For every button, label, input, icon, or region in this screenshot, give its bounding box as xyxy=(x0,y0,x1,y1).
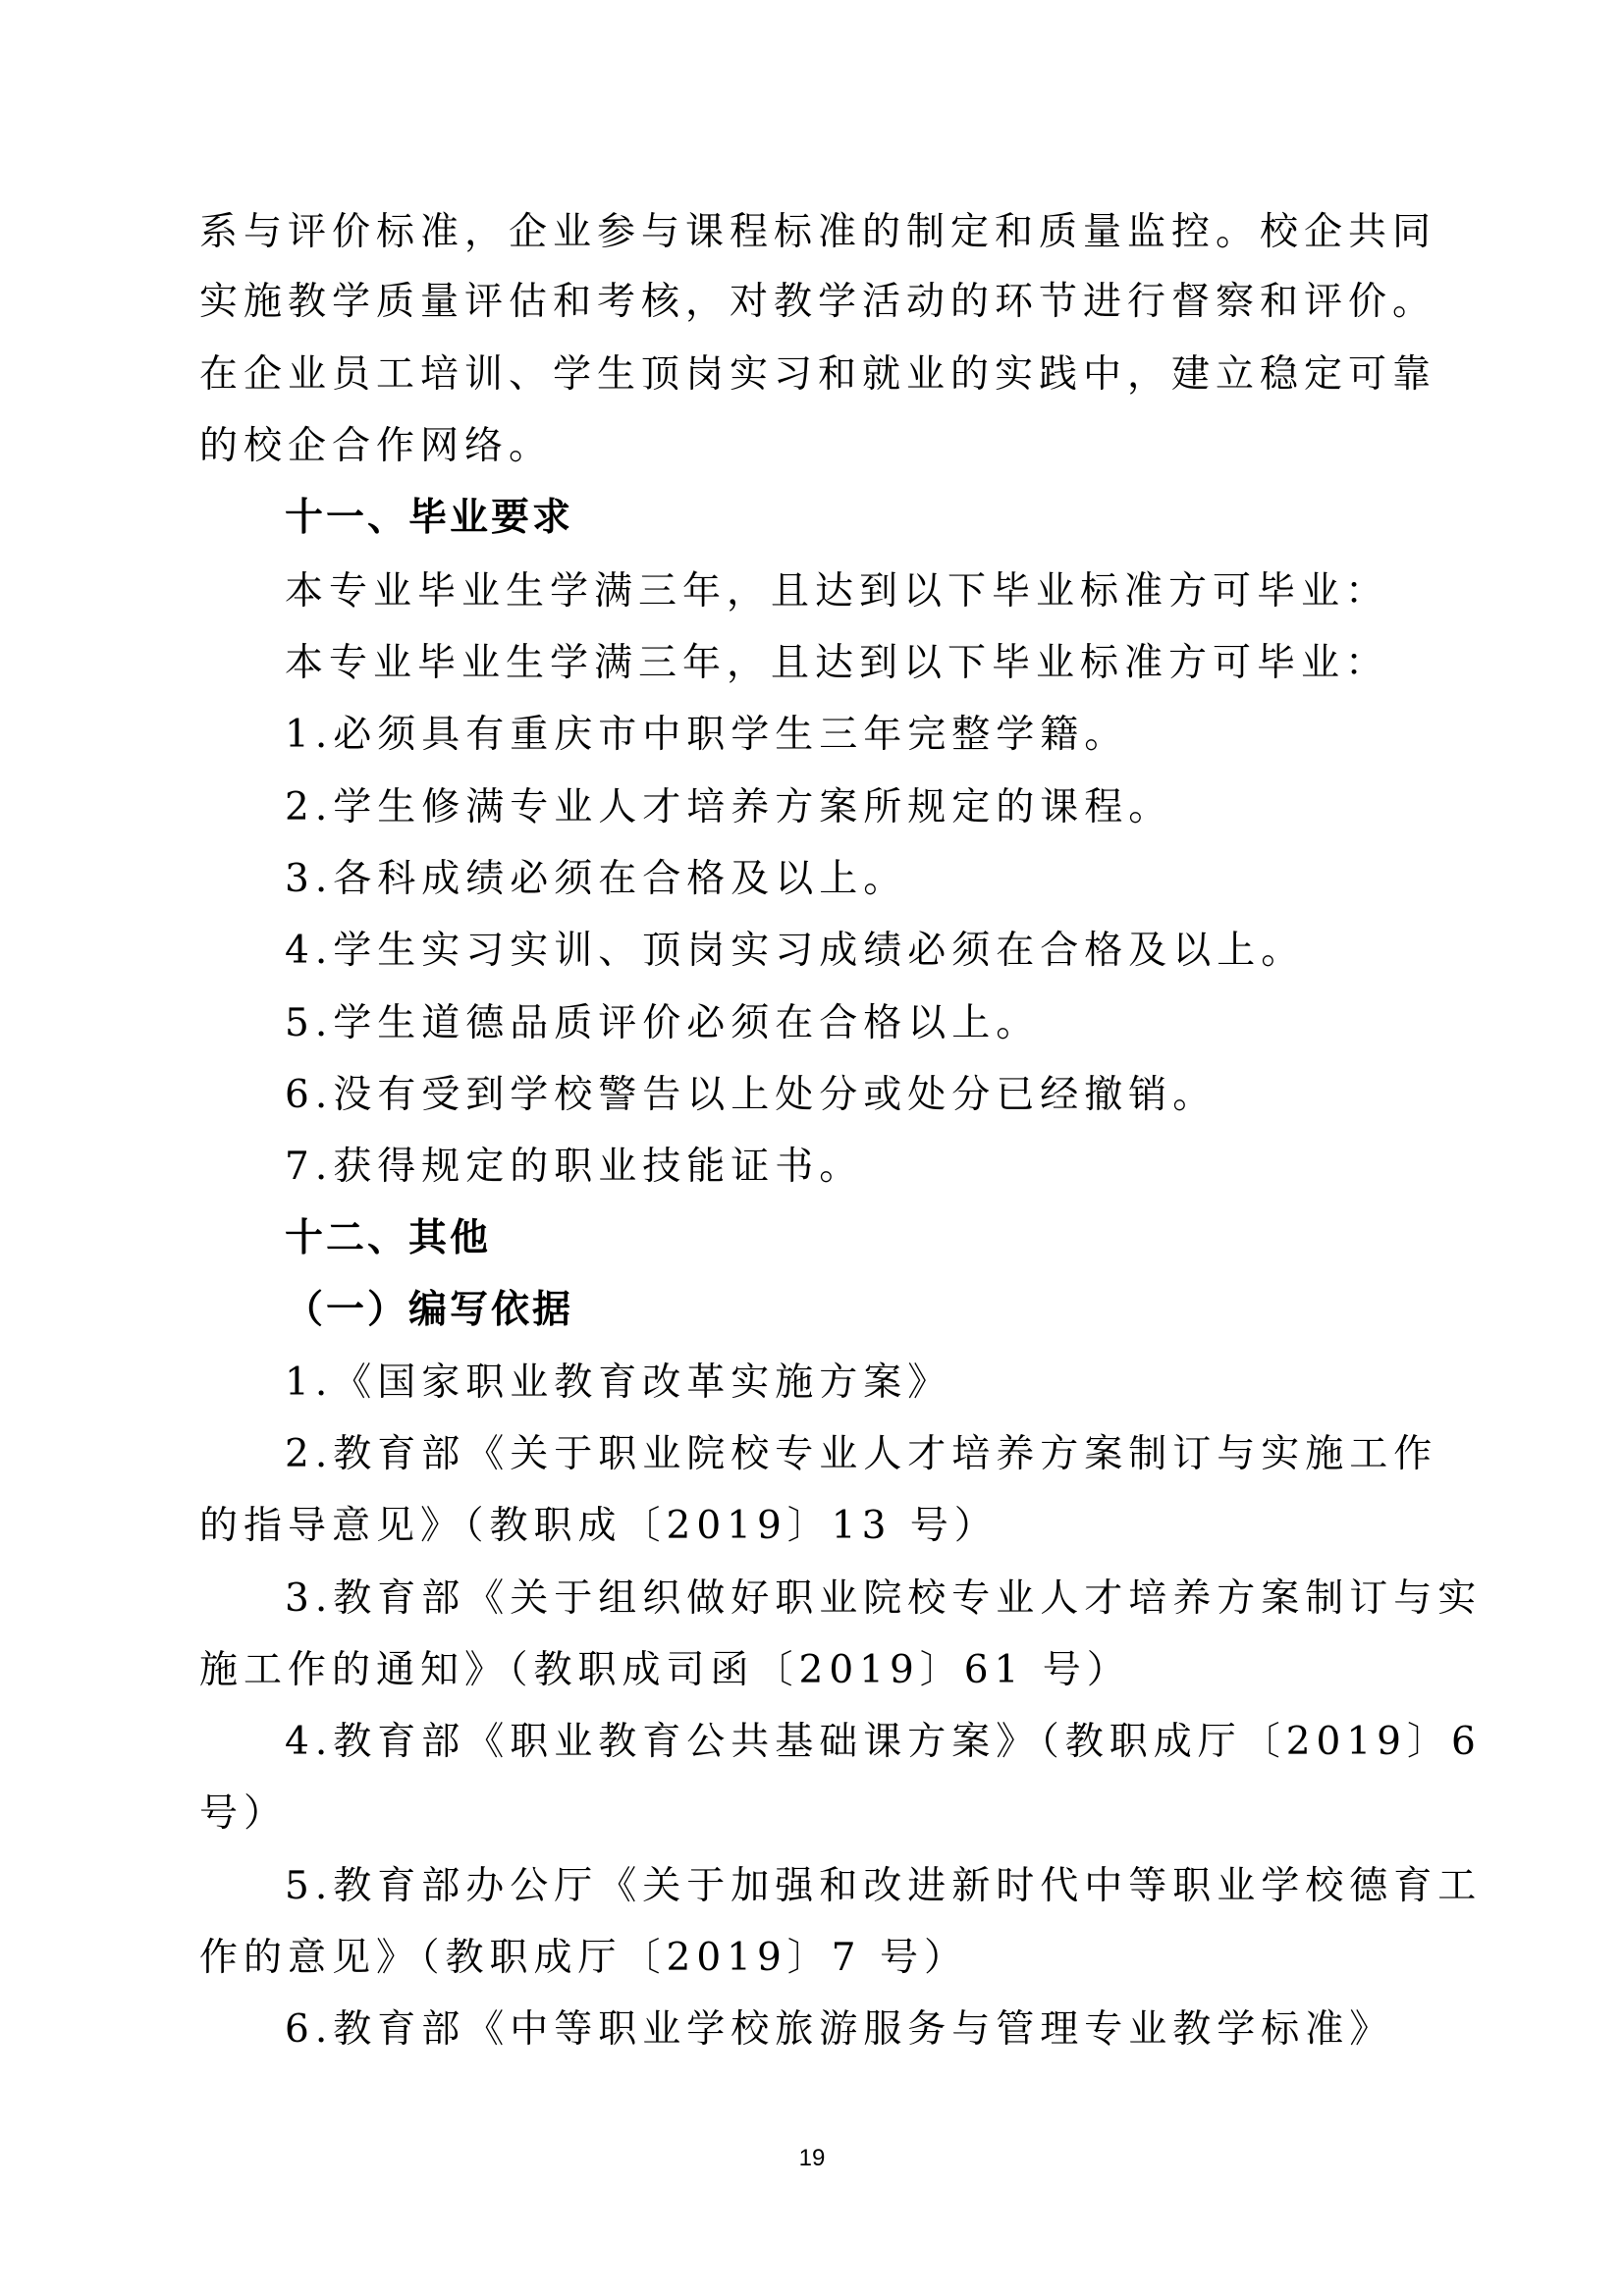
list-item: 6.教育部《中等职业学校旅游服务与管理专业教学标准》 xyxy=(285,2007,1394,2052)
page-number: 19 xyxy=(798,2145,826,2171)
list-item-continuation: 作的意见》（教职成厅〔2019〕7 号） xyxy=(199,1936,968,1980)
paragraph-line: 本专业毕业生学满三年，且达到以下毕业标准方可毕业： xyxy=(285,641,1390,685)
list-item-continuation: 施工作的通知》（教职成司函〔2019〕61 号） xyxy=(199,1648,1131,1692)
list-item: 4.学生实习实训、顶岗实习成绩必须在合格及以上。 xyxy=(285,929,1306,973)
section-heading-other: 十二、其他 xyxy=(285,1216,492,1260)
list-item: 2.教育部《关于职业院校专业人才培养方案制订与实施工作 xyxy=(285,1432,1438,1476)
paragraph-line: 在企业员工培训、学生顶岗实习和就业的实践中，建立稳定可靠 xyxy=(199,352,1437,397)
list-item-continuation: 的指导意见》（教职成〔2019〕13 号） xyxy=(199,1504,999,1548)
paragraph-line: 实施教学质量评估和考核，对教学活动的环节进行督察和评价。 xyxy=(199,280,1437,324)
paragraph-line: 的校企合作网络。 xyxy=(199,424,554,468)
section-heading-graduation-requirements: 十一、毕业要求 xyxy=(285,496,574,540)
subsection-heading-basis: （一）编写依据 xyxy=(285,1288,574,1332)
list-item: 6.没有受到学校警告以上处分或处分已经撤销。 xyxy=(285,1073,1218,1117)
list-item: 5.教育部办公厅《关于加强和改进新时代中等职业学校德育工 xyxy=(285,1864,1483,1908)
paragraph-line: 本专业毕业生学满三年，且达到以下毕业标准方可毕业： xyxy=(285,569,1390,614)
list-item: 2.学生修满专业人才培养方案所规定的课程。 xyxy=(285,785,1173,829)
list-item: 3.各科成绩必须在合格及以上。 xyxy=(285,857,908,901)
list-item: 5.学生道德品质评价必须在合格以上。 xyxy=(285,1001,1041,1045)
paragraph-line: 系与评价标准，企业参与课程标准的制定和质量监控。校企共同 xyxy=(199,210,1437,254)
list-item: 4.教育部《职业教育公共基础课方案》（教职成厅〔2019〕6 xyxy=(285,1720,1482,1764)
list-item: 1.必须具有重庆市中职学生三年完整学籍。 xyxy=(285,713,1129,757)
list-item: 7.获得规定的职业技能证书。 xyxy=(285,1145,864,1189)
list-item-continuation: 号） xyxy=(199,1791,289,1836)
list-item: 1.《国家职业教育改革实施方案》 xyxy=(285,1361,952,1405)
list-item: 3.教育部《关于组织做好职业院校专业人才培养方案制订与实 xyxy=(285,1576,1483,1621)
